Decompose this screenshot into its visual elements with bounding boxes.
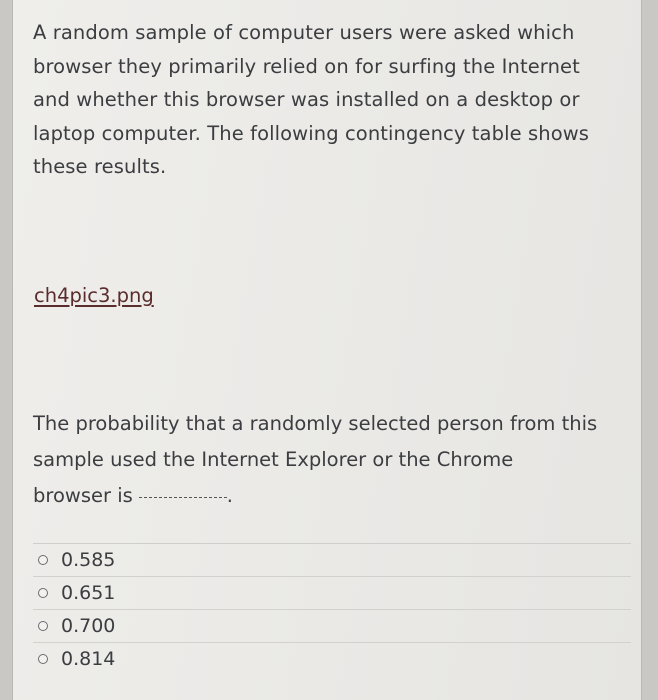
option-label: 0.700	[61, 615, 116, 637]
question-card	[12, 0, 642, 700]
answer-option[interactable]	[33, 544, 631, 577]
blank-period: .	[226, 484, 233, 507]
problem-line: laptop computer. The following contingency table shows	[33, 121, 590, 145]
question-line: The probability that a randomly selected person from this	[33, 412, 598, 435]
answer-blank	[139, 497, 227, 498]
answer-options	[33, 543, 631, 675]
problem-line: these results.	[33, 155, 167, 178]
image-attachment-link[interactable]: ch4pic3.png	[34, 284, 154, 307]
answer-option[interactable]	[33, 643, 631, 675]
answer-option[interactable]	[33, 610, 631, 643]
question-line: sample used the Internet Explorer or the Chrome	[33, 448, 514, 471]
radio-button[interactable]	[38, 555, 48, 565]
problem-line: browser they primarily relied on for surfing the Internet	[33, 54, 580, 78]
option-label: 0.651	[61, 582, 116, 604]
radio-button[interactable]	[38, 588, 48, 598]
problem-statement	[33, 16, 633, 184]
problem-line: and whether this browser was installed on a desktop or	[33, 88, 580, 111]
radio-button[interactable]	[38, 654, 48, 664]
radio-button[interactable]	[38, 621, 48, 631]
option-label: 0.814	[61, 648, 116, 670]
question-text	[33, 406, 638, 514]
problem-line: A random sample of computer users were asked which	[33, 21, 575, 44]
answer-option[interactable]	[33, 577, 631, 610]
question-line: browser is	[33, 484, 133, 507]
option-label: 0.585	[61, 549, 116, 571]
